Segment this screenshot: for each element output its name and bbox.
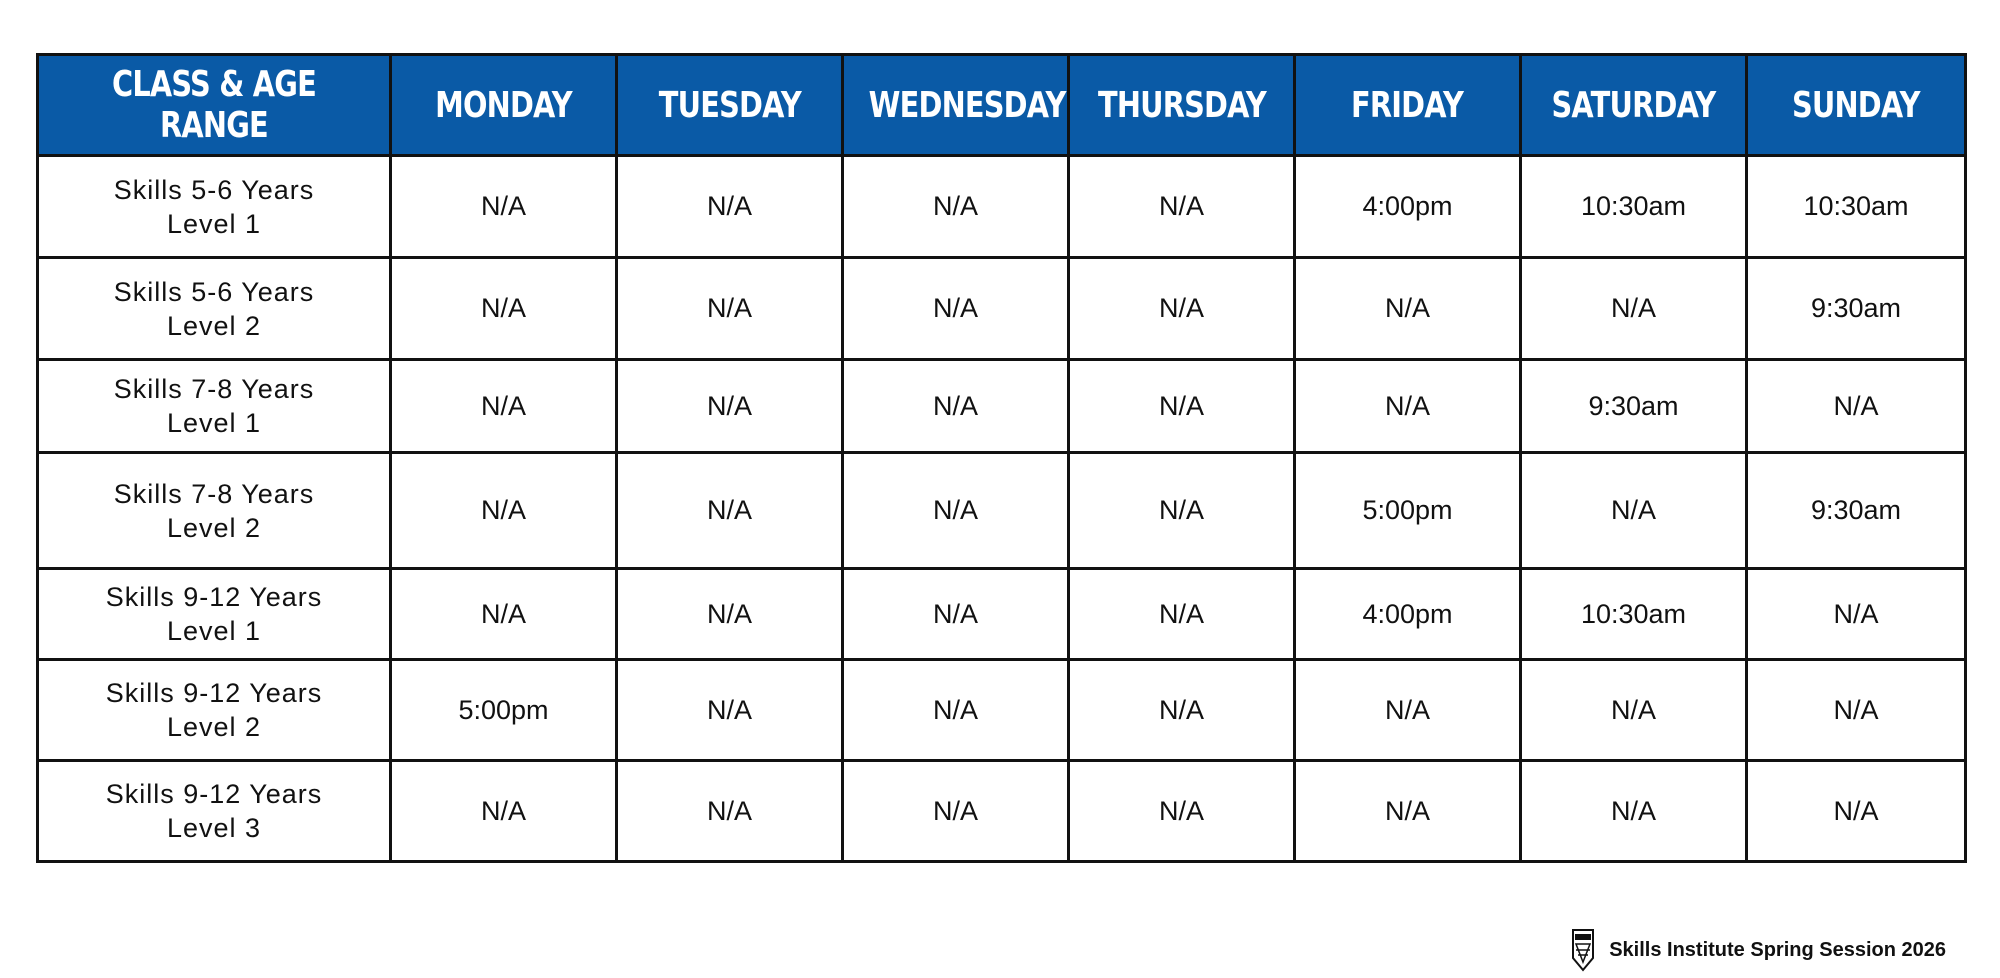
time-cell-tuesday: N/A: [617, 360, 843, 453]
time-cell-monday: N/A: [391, 761, 617, 862]
time-cell-saturday: 10:30am: [1521, 569, 1747, 660]
time-cell-tuesday: N/A: [617, 761, 843, 862]
time-cell-friday: N/A: [1295, 258, 1521, 360]
time-cell-friday: 4:00pm: [1295, 569, 1521, 660]
class-cell: Skills 7-8 Years Level 1: [38, 360, 391, 453]
table-row: [38, 258, 1966, 360]
skills-crest-icon: [1571, 928, 1595, 972]
table-row: [38, 660, 1966, 761]
class-cell: Skills 7-8 Years Level 2: [38, 453, 391, 569]
time-cell-monday: N/A: [391, 453, 617, 569]
table-row: [38, 569, 1966, 660]
time-cell-saturday: N/A: [1521, 761, 1747, 862]
time-cell-monday: N/A: [391, 258, 617, 360]
header-wednesday: WEDNESDAY: [843, 55, 1069, 156]
time-cell-thursday: N/A: [1069, 360, 1295, 453]
time-cell-sunday: N/A: [1747, 360, 1966, 453]
footer: [1571, 928, 1946, 972]
time-cell-thursday: N/A: [1069, 258, 1295, 360]
time-cell-sunday: N/A: [1747, 660, 1966, 761]
header-tuesday: TUESDAY: [617, 55, 843, 156]
table-row: [38, 761, 1966, 862]
time-cell-saturday: N/A: [1521, 258, 1747, 360]
time-cell-friday: N/A: [1295, 360, 1521, 453]
class-cell: Skills 9-12 Years Level 2: [38, 660, 391, 761]
time-cell-saturday: N/A: [1521, 660, 1747, 761]
time-cell-saturday: 10:30am: [1521, 156, 1747, 258]
time-cell-wednesday: N/A: [843, 360, 1069, 453]
time-cell-sunday: N/A: [1747, 761, 1966, 862]
time-cell-thursday: N/A: [1069, 569, 1295, 660]
time-cell-tuesday: N/A: [617, 156, 843, 258]
time-cell-tuesday: N/A: [617, 660, 843, 761]
time-cell-wednesday: N/A: [843, 660, 1069, 761]
class-cell: Skills 5-6 Years Level 2: [38, 258, 391, 360]
table-row: [38, 360, 1966, 453]
time-cell-tuesday: N/A: [617, 453, 843, 569]
time-cell-thursday: N/A: [1069, 761, 1295, 862]
schedule-table: [36, 53, 1967, 863]
time-cell-friday: N/A: [1295, 660, 1521, 761]
time-cell-monday: 5:00pm: [391, 660, 617, 761]
class-cell: Skills 5-6 Years Level 1: [38, 156, 391, 258]
time-cell-thursday: N/A: [1069, 453, 1295, 569]
header-sunday: SUNDAY: [1747, 55, 1966, 156]
footer-session-title: Skills Institute Spring Session 2026: [1609, 938, 1946, 961]
time-cell-sunday: 9:30am: [1747, 453, 1966, 569]
time-cell-sunday: N/A: [1747, 569, 1966, 660]
time-cell-tuesday: N/A: [617, 569, 843, 660]
class-cell: Skills 9-12 Years Level 3: [38, 761, 391, 862]
time-cell-tuesday: N/A: [617, 258, 843, 360]
header-saturday: SATURDAY: [1521, 55, 1747, 156]
table-row: [38, 156, 1966, 258]
time-cell-wednesday: N/A: [843, 569, 1069, 660]
time-cell-monday: N/A: [391, 156, 617, 258]
time-cell-monday: N/A: [391, 569, 617, 660]
class-cell: Skills 9-12 Years Level 1: [38, 569, 391, 660]
header-row: [38, 55, 1966, 156]
time-cell-saturday: N/A: [1521, 453, 1747, 569]
time-cell-wednesday: N/A: [843, 761, 1069, 862]
header-friday: FRIDAY: [1295, 55, 1521, 156]
time-cell-friday: 4:00pm: [1295, 156, 1521, 258]
header-thursday: THURSDAY: [1069, 55, 1295, 156]
table-row: [38, 453, 1966, 569]
time-cell-saturday: 9:30am: [1521, 360, 1747, 453]
time-cell-sunday: 9:30am: [1747, 258, 1966, 360]
time-cell-wednesday: N/A: [843, 258, 1069, 360]
time-cell-sunday: 10:30am: [1747, 156, 1966, 258]
time-cell-wednesday: N/A: [843, 156, 1069, 258]
header-monday: MONDAY: [391, 55, 617, 156]
time-cell-thursday: N/A: [1069, 156, 1295, 258]
time-cell-wednesday: N/A: [843, 453, 1069, 569]
time-cell-friday: 5:00pm: [1295, 453, 1521, 569]
time-cell-friday: N/A: [1295, 761, 1521, 862]
header-class-age-range: CLASS & AGE RANGE: [38, 55, 391, 156]
time-cell-monday: N/A: [391, 360, 617, 453]
time-cell-thursday: N/A: [1069, 660, 1295, 761]
